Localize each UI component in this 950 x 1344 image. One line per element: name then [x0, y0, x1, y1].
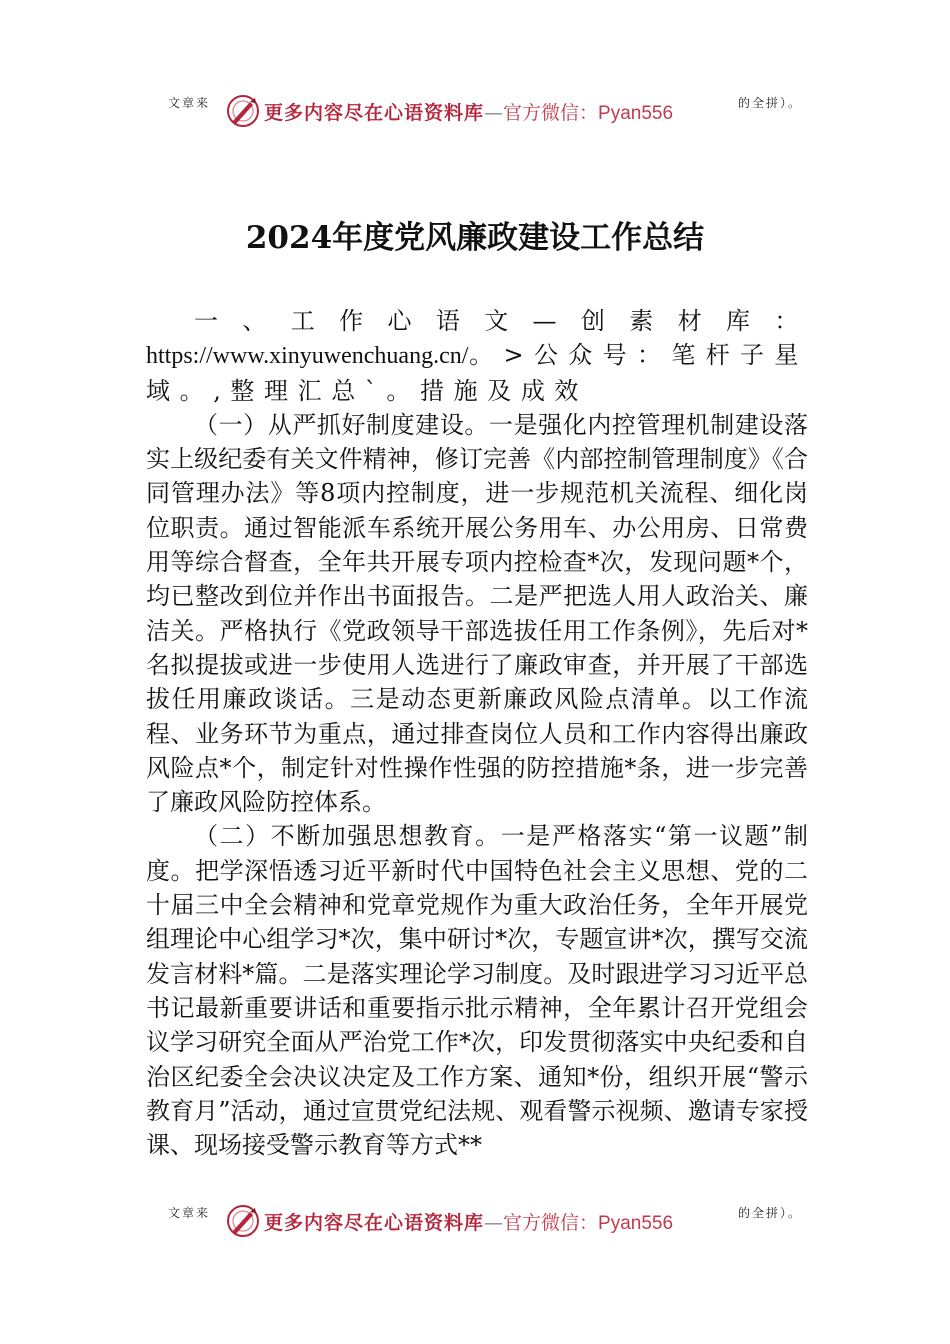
section1-lead: 一、工作心语文—创素材库： — [194, 307, 808, 335]
paragraph-1 — [146, 408, 808, 820]
paragraph-2-heading: （二）不断加强思想教育。 — [194, 822, 501, 851]
section1-heading — [146, 304, 808, 408]
document-body — [146, 304, 808, 1162]
footer-left-fragment: 文章来 — [168, 1206, 211, 1220]
section1-url: https://www.xinyuwenchuang.cn/ — [146, 343, 469, 370]
footer-watermark-main: 更多内容尽在心语资料库 — [264, 1212, 485, 1234]
header-watermark-dash: — — [484, 102, 504, 124]
pen-logo-icon — [226, 94, 260, 128]
paragraph-1-text: 一是强化内控管理机制建设落实上级纪委有关文件精神，修订完善《内部控制管理制度》《合同管理办法》等8项内控制度，进一步规范机关流程、细化岗位职责。通过智能派车系统开展公务用车、办公用房、日常费用等综合督查，全年共开展专项内控检查*次，发现问题*个，均已整改到位并作出书面报告。二是严把选人用人政治关、廉洁关。严格执行《党政领导干部选拔任用工作条例》，先后对*名拟提拔或进一步使用人选进行了廉政审查，并开展了干部选拔任用廉政谈话。三是动态更新廉政风险点清单。以工作流程、业务环节为重点，通过排查岗位人员和工作内容得出廉政风险点*个，制定针对性操作性强的防控措施*条，进一步完善了廉政风险防控体系。 — [146, 410, 808, 817]
header-left-fragment: 文章来 — [168, 96, 211, 110]
footer-right-fragment: 的全拼）。 — [738, 1206, 803, 1220]
header-watermark-main: 更多内容尽在心语资料库 — [264, 102, 485, 124]
footer-watermark-dash: — — [484, 1212, 504, 1234]
paragraph-2 — [146, 819, 808, 1162]
footer-watermark — [264, 1208, 673, 1235]
footer-watermark-contact: 官方微信：Pyan556 — [503, 1213, 674, 1234]
footer-banner — [0, 1202, 950, 1242]
pen-logo-icon — [226, 1204, 260, 1238]
paragraph-2-text: 一是严格落实“第一议题”制度。把学深悟透习近平新时代中国特色社会主义思想、党的二十届三中全会精神和党章党规作为重大政治任务，全年开展党组理论中心组学习*次，集中研讨*次，专题宣讲*次，撰写交流发言材料*篇。二是落实理论学习制度。及时跟进学习习近平总书记最新重要讲话和重要指示批示精神，全年累计召开党组会议学习研究全面从严治党工作*次，印发贯彻落实中央纪委和自治区纪委全会决议决定及工作方案、通知*份，组织开展“警示教育月”活动，通过宣贯党纪法规、观看警示视频、邀请专家授课、现场接受警示教育等方式** — [146, 822, 808, 1160]
header-banner — [0, 92, 950, 132]
header-right-fragment: 的全拼）。 — [738, 96, 803, 110]
paragraph-1-heading: （一）从严抓好制度建设。 — [194, 410, 489, 439]
section1-after-url: 。>公众号：笔杆子星域。,整理汇总`。措施及成效 — [146, 341, 808, 405]
header-watermark — [264, 98, 673, 125]
document-title: 2024年度党风廉政建设工作总结 — [245, 220, 705, 256]
header-watermark-contact: 官方微信：Pyan556 — [503, 103, 674, 124]
